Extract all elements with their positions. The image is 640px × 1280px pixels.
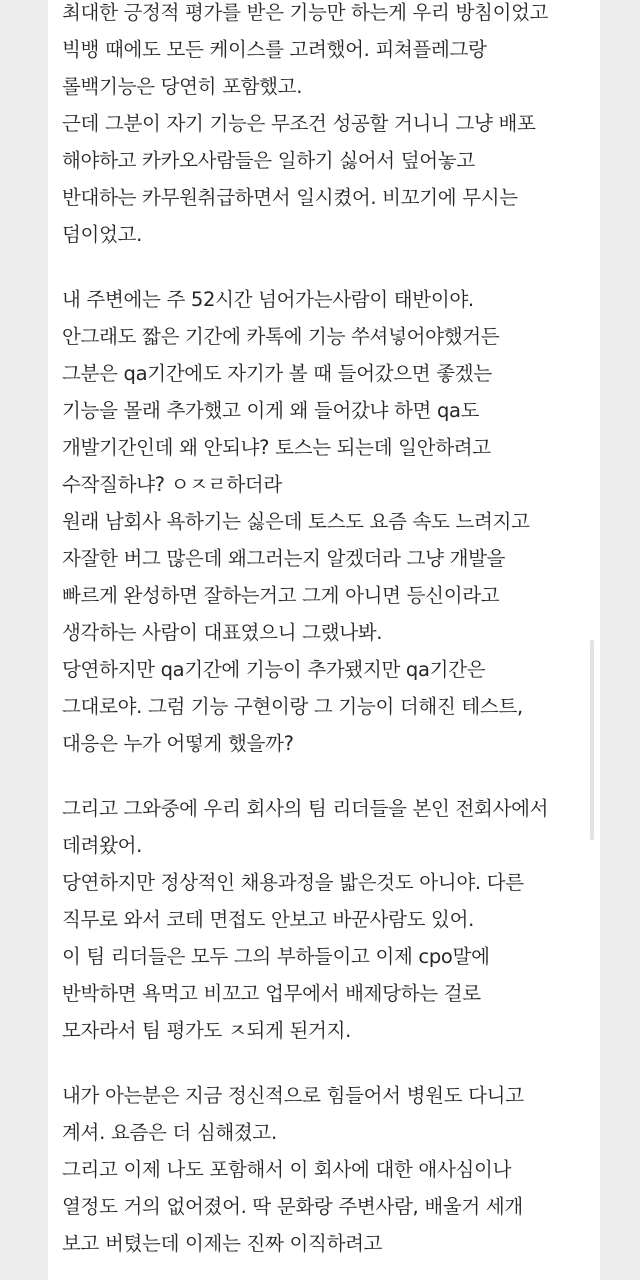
post-text-line: 모자라서 팀 평가도 ㅈ되게 된거지. xyxy=(62,1019,352,1042)
post-text-line: 안그래도 짧은 기간에 카톡에 기능 쑤셔넣어야했거든 xyxy=(62,325,500,348)
post-text-line: 그대로야. 그럼 기능 구현이랑 그 기능이 더해진 테스트, xyxy=(62,695,523,718)
post-paragraph xyxy=(62,1077,598,1262)
post-text-line: 해야하고 카카오사람들은 일하기 싫어서 덮어놓고 xyxy=(62,149,475,172)
vertical-scrollbar[interactable] xyxy=(590,640,594,840)
post-paragraph xyxy=(62,281,598,762)
post-text-line: 데려왔어. xyxy=(62,834,143,857)
post-text-line: 그분은 qa기간에도 자기가 볼 때 들어갔으면 좋겠는 xyxy=(62,362,492,385)
post-paragraph xyxy=(62,0,598,253)
post-text-line: 내 주변에는 주 52시간 넘어가는사람이 태반이야. xyxy=(62,288,474,311)
post-text-line: 직무로 와서 코테 면접도 안보고 바꾼사람도 있어. xyxy=(62,908,475,931)
post-text-line: 개발기간인데 왜 안되냐? 토스는 되는데 일안하려고 xyxy=(62,436,491,459)
post-text-line: 원래 남회사 욕하기는 싫은데 토스도 요즘 속도 느려지고 xyxy=(62,510,530,533)
post-text-line: 보고 버텼는데 이제는 진짜 이직하려고 xyxy=(62,1232,383,1255)
post-text-line: 당연하지만 정상적인 채용과정을 밟은것도 아니야. 다른 xyxy=(62,871,524,894)
post-text-line: 당연하지만 qa기간에 기능이 추가됐지만 qa기간은 xyxy=(62,658,486,681)
post-text-line: 기능을 몰래 추가했고 이게 왜 들어갔냐 하면 qa도 xyxy=(62,399,480,422)
post-text-line: 계셔. 요즘은 더 심해졌고. xyxy=(62,1121,277,1144)
post-text-line: 롤백기능은 당연히 포함했고. xyxy=(62,75,303,98)
post-text-line: 이 팀 리더들은 모두 그의 부하들이고 이제 cpo말에 xyxy=(62,945,490,968)
post-text-line: 덤이었고. xyxy=(62,223,143,246)
left-margin xyxy=(0,0,48,1280)
post-text-line: 자잘한 버그 많은데 왜그러는지 알겠더라 그냥 개발을 xyxy=(62,547,506,570)
post-text-line: 반박하면 욕먹고 비꼬고 업무에서 배제당하는 걸로 xyxy=(62,982,481,1005)
post-text-line: 그리고 그와중에 우리 회사의 팀 리더들을 본인 전회사에서 xyxy=(62,797,549,820)
post-text-line: 내가 아는분은 지금 정신적으로 힘들어서 병원도 다니고 xyxy=(62,1084,524,1107)
post-text-line: 근데 그분이 자기 기능은 무조건 성공할 거니니 그냥 배포 xyxy=(62,112,536,135)
post-text-line: 빅뱅 때에도 모든 케이스를 고려했어. 피쳐플레그랑 xyxy=(62,38,487,61)
post-text-line: 최대한 긍정적 평가를 받은 기능만 하는게 우리 방침이었고 xyxy=(62,1,549,24)
post-text-line: 생각하는 사람이 대표였으니 그랬나봐. xyxy=(62,621,383,644)
post-text-line: 대응은 누가 어떻게 했을까? xyxy=(62,732,294,755)
post-text-line: 열정도 거의 없어졌어. 딱 문화랑 주변사람, 배울거 세개 xyxy=(62,1195,523,1218)
post-text-line: 반대하는 카무원취급하면서 일시켰어. 비꼬기에 무시는 xyxy=(62,186,518,209)
post-paragraph xyxy=(62,790,598,1049)
post-text-line: 그리고 이제 나도 포함해서 이 회사에 대한 애사심이나 xyxy=(62,1158,512,1181)
post-body xyxy=(62,0,598,1280)
right-margin xyxy=(600,0,640,1280)
post-text-line: 빠르게 완성하면 잘하는거고 그게 아니면 등신이라고 xyxy=(62,584,500,607)
post-text-line: 수작질하냐? ㅇㅈㄹ하더라 xyxy=(62,473,282,496)
post-content-area[interactable] xyxy=(48,0,600,1280)
